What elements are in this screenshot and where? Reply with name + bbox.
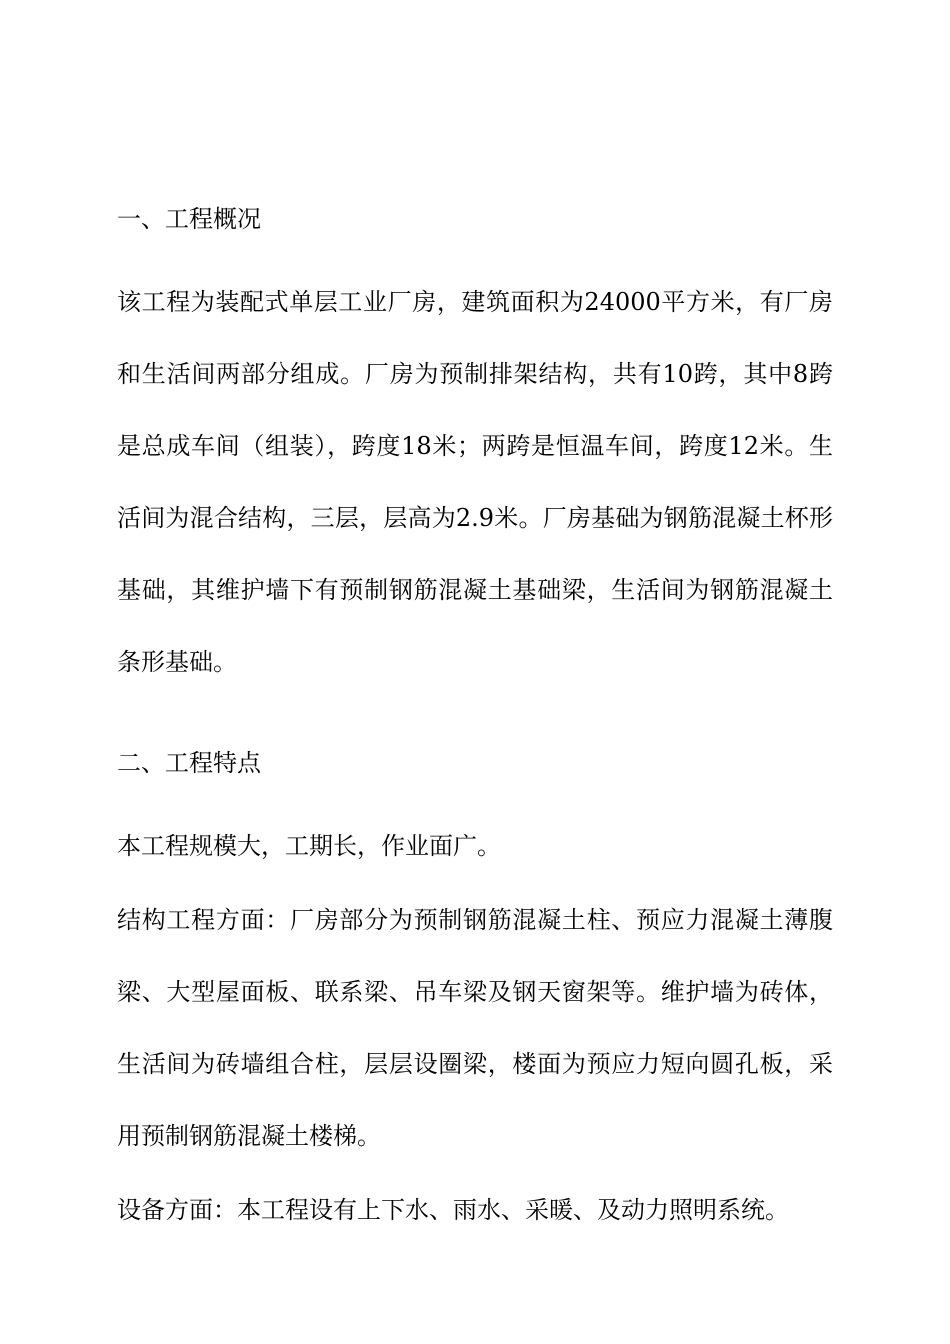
features-paragraph-structure: 结构工程方面：厂房部分为预制钢筋混凝土柱、预应力混凝土薄腹梁、大型屋面板、联系梁、吊车梁及钢天窗架等。维护墙为砖体，生活间为砖墙组合柱，层层设圈梁，楼面为预应力短向圆孔板，采用预制钢筋混凝土楼梯。: [117, 906, 833, 1150]
features-paragraph-equipment: 设备方面：本工程设有上下水、雨水、采暖、及动力照明系统。: [117, 1196, 789, 1224]
section-heading-features: 二、工程特点: [117, 749, 261, 777]
features-paragraph-scale: 本工程规模大，工期长，作业面广。: [117, 832, 501, 860]
section-heading-overview: 一、工程概况: [117, 205, 261, 233]
document-body: [117, 196, 833, 1246]
overview-paragraph: 该工程为装配式单层工业厂房，建筑面积为24000平方米，有厂房和生活间两部分组成。厂房为预制排架结构，共有10跨，其中8跨是总成车间（组装），跨度18米；两跨是恒温车间，跨度12米。生活间为混合结构，三层，层高为2.9米。厂房基础为钢筋混凝土杯形基础，其维护墙下有预制钢筋混凝土基础梁，生活间为钢筋混凝土条形基础。: [117, 288, 833, 676]
